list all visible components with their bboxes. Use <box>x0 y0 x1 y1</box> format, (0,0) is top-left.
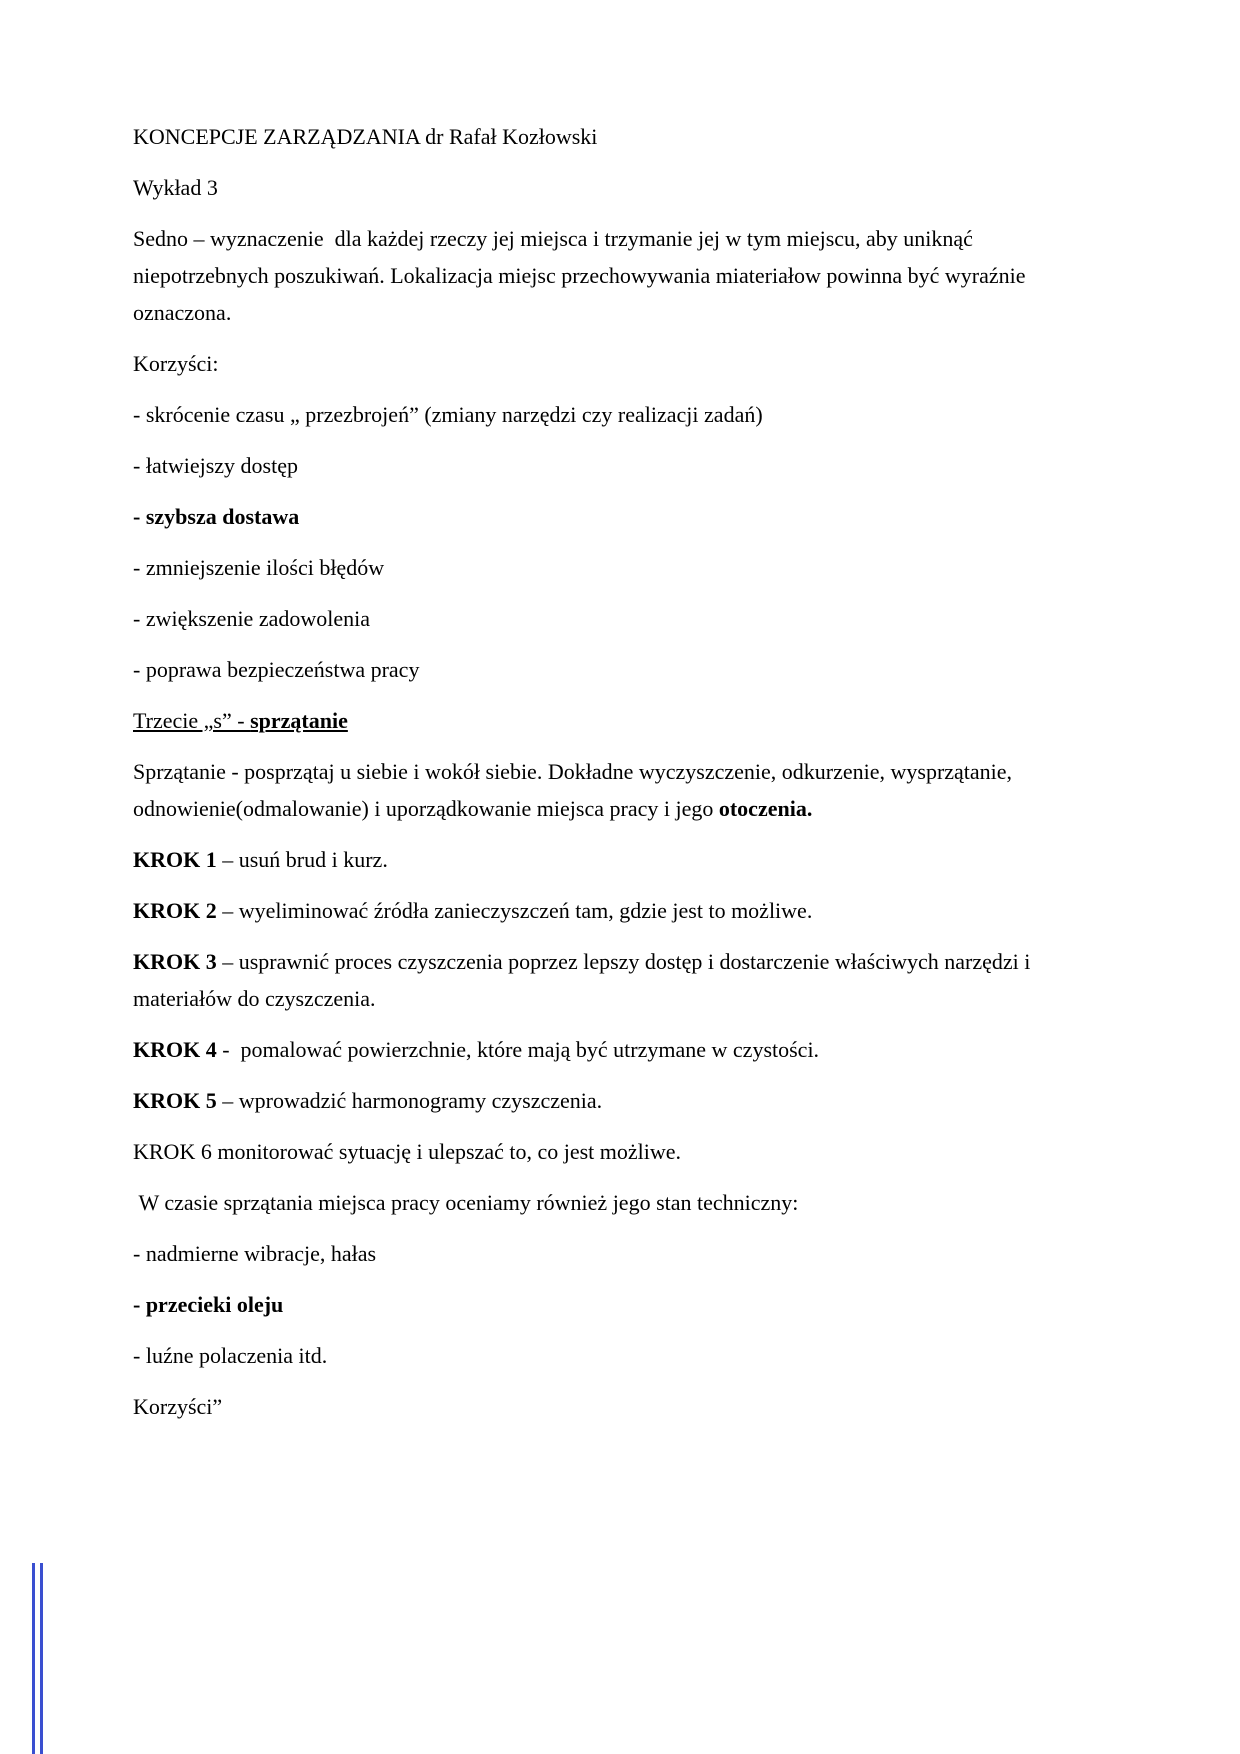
text-run: - szybsza dostawa <box>133 504 300 529</box>
text-run: Trzecie „s” - <box>133 708 251 733</box>
text-run: - skrócenie czasu „ przezbrojeń” (zmiany narzędzi czy realizacji zadań) <box>133 402 763 427</box>
text-run: Korzyści” <box>133 1394 223 1419</box>
scan-artifact-line-left <box>32 1563 35 1754</box>
text-run: – wprowadzić harmonogramy czyszczenia. <box>216 1088 603 1113</box>
text-run: - poprawa bezpieczeństwa pracy <box>133 657 420 682</box>
paragraph <box>133 651 1081 688</box>
text-run: KROK 4 <box>133 1037 217 1062</box>
paragraph <box>133 943 1081 1017</box>
text-run: KROK 1 <box>133 847 217 872</box>
text-run: KROK 5 <box>133 1088 217 1113</box>
text-run: W czasie sprzątania miejsca pracy oceniamy również jego stan techniczny: <box>133 1190 799 1215</box>
paragraph <box>133 345 1081 382</box>
text-run: – usprawnić proces czyszczenia poprzez lepszy dostęp i dostarczenie właściwych narzędzi i materiałów do czyszczenia. <box>133 949 1036 1011</box>
text-run: Wykład 3 <box>133 175 218 200</box>
paragraph <box>133 549 1081 586</box>
text-run: Sedno – wyznaczenie dla każdej rzeczy jej miejsca i trzymanie jej w tym miejscu, aby uniknąć niepotrzebnych poszukiwań. Lokalizacja miejsc przechowywania miateriałow powinna być wyraźnie oznaczona. <box>133 226 1031 325</box>
text-run: Korzyści: <box>133 351 219 376</box>
text-run: - pomalować powierzchnie, które mają być utrzymane w czystości. <box>216 1037 820 1062</box>
paragraph <box>133 396 1081 433</box>
document-body <box>133 118 1081 1439</box>
paragraph <box>133 1286 1081 1323</box>
text-run: - luźne polaczenia itd. <box>133 1343 328 1368</box>
paragraph <box>133 447 1081 484</box>
paragraph <box>133 1184 1081 1221</box>
paragraph <box>133 702 1081 739</box>
text-run: - zwiększenie zadowolenia <box>133 606 370 631</box>
text-run: – wyeliminować źródła zanieczyszczeń tam, gdzie jest to możliwe. <box>216 898 813 923</box>
text-run: KONCEPCJE ZARZĄDZANIA dr Rafał Kozłowski <box>133 124 598 149</box>
paragraph <box>133 1082 1081 1119</box>
text-run: – usuń brud i kurz. <box>216 847 388 872</box>
paragraph <box>133 753 1081 827</box>
paragraph <box>133 169 1081 206</box>
paragraph <box>133 1133 1081 1170</box>
paragraph <box>133 498 1081 535</box>
text-run: KROK 6 monitorować sytuację i ulepszać to, co jest możliwe. <box>133 1139 682 1164</box>
text-run: Sprzątanie - posprzątaj u siebie i wokół siebie. Dokładne wyczyszczenie, odkurzenie, wysprzątanie, odnowienie(odmalowanie) i uporządkowanie miejsca pracy i jego <box>133 759 1018 821</box>
paragraph <box>133 892 1081 929</box>
text-run: - nadmierne wibracje, hałas <box>133 1241 377 1266</box>
paragraph <box>133 1235 1081 1272</box>
paragraph <box>133 1031 1081 1068</box>
paragraph <box>133 600 1081 637</box>
text-run: - zmniejszenie ilości błędów <box>133 555 385 580</box>
text-run: KROK 2 <box>133 898 217 923</box>
text-run: - łatwiejszy dostęp <box>133 453 298 478</box>
scan-artifact-line-right <box>40 1563 43 1754</box>
text-run: - przecieki oleju <box>133 1292 284 1317</box>
text-run: otoczenia. <box>718 796 813 821</box>
paragraph <box>133 118 1081 155</box>
text-run: sprzątanie <box>250 708 348 733</box>
paragraph <box>133 1388 1081 1425</box>
paragraph <box>133 841 1081 878</box>
paragraph <box>133 1337 1081 1374</box>
text-run: KROK 3 <box>133 949 217 974</box>
paragraph <box>133 220 1081 331</box>
